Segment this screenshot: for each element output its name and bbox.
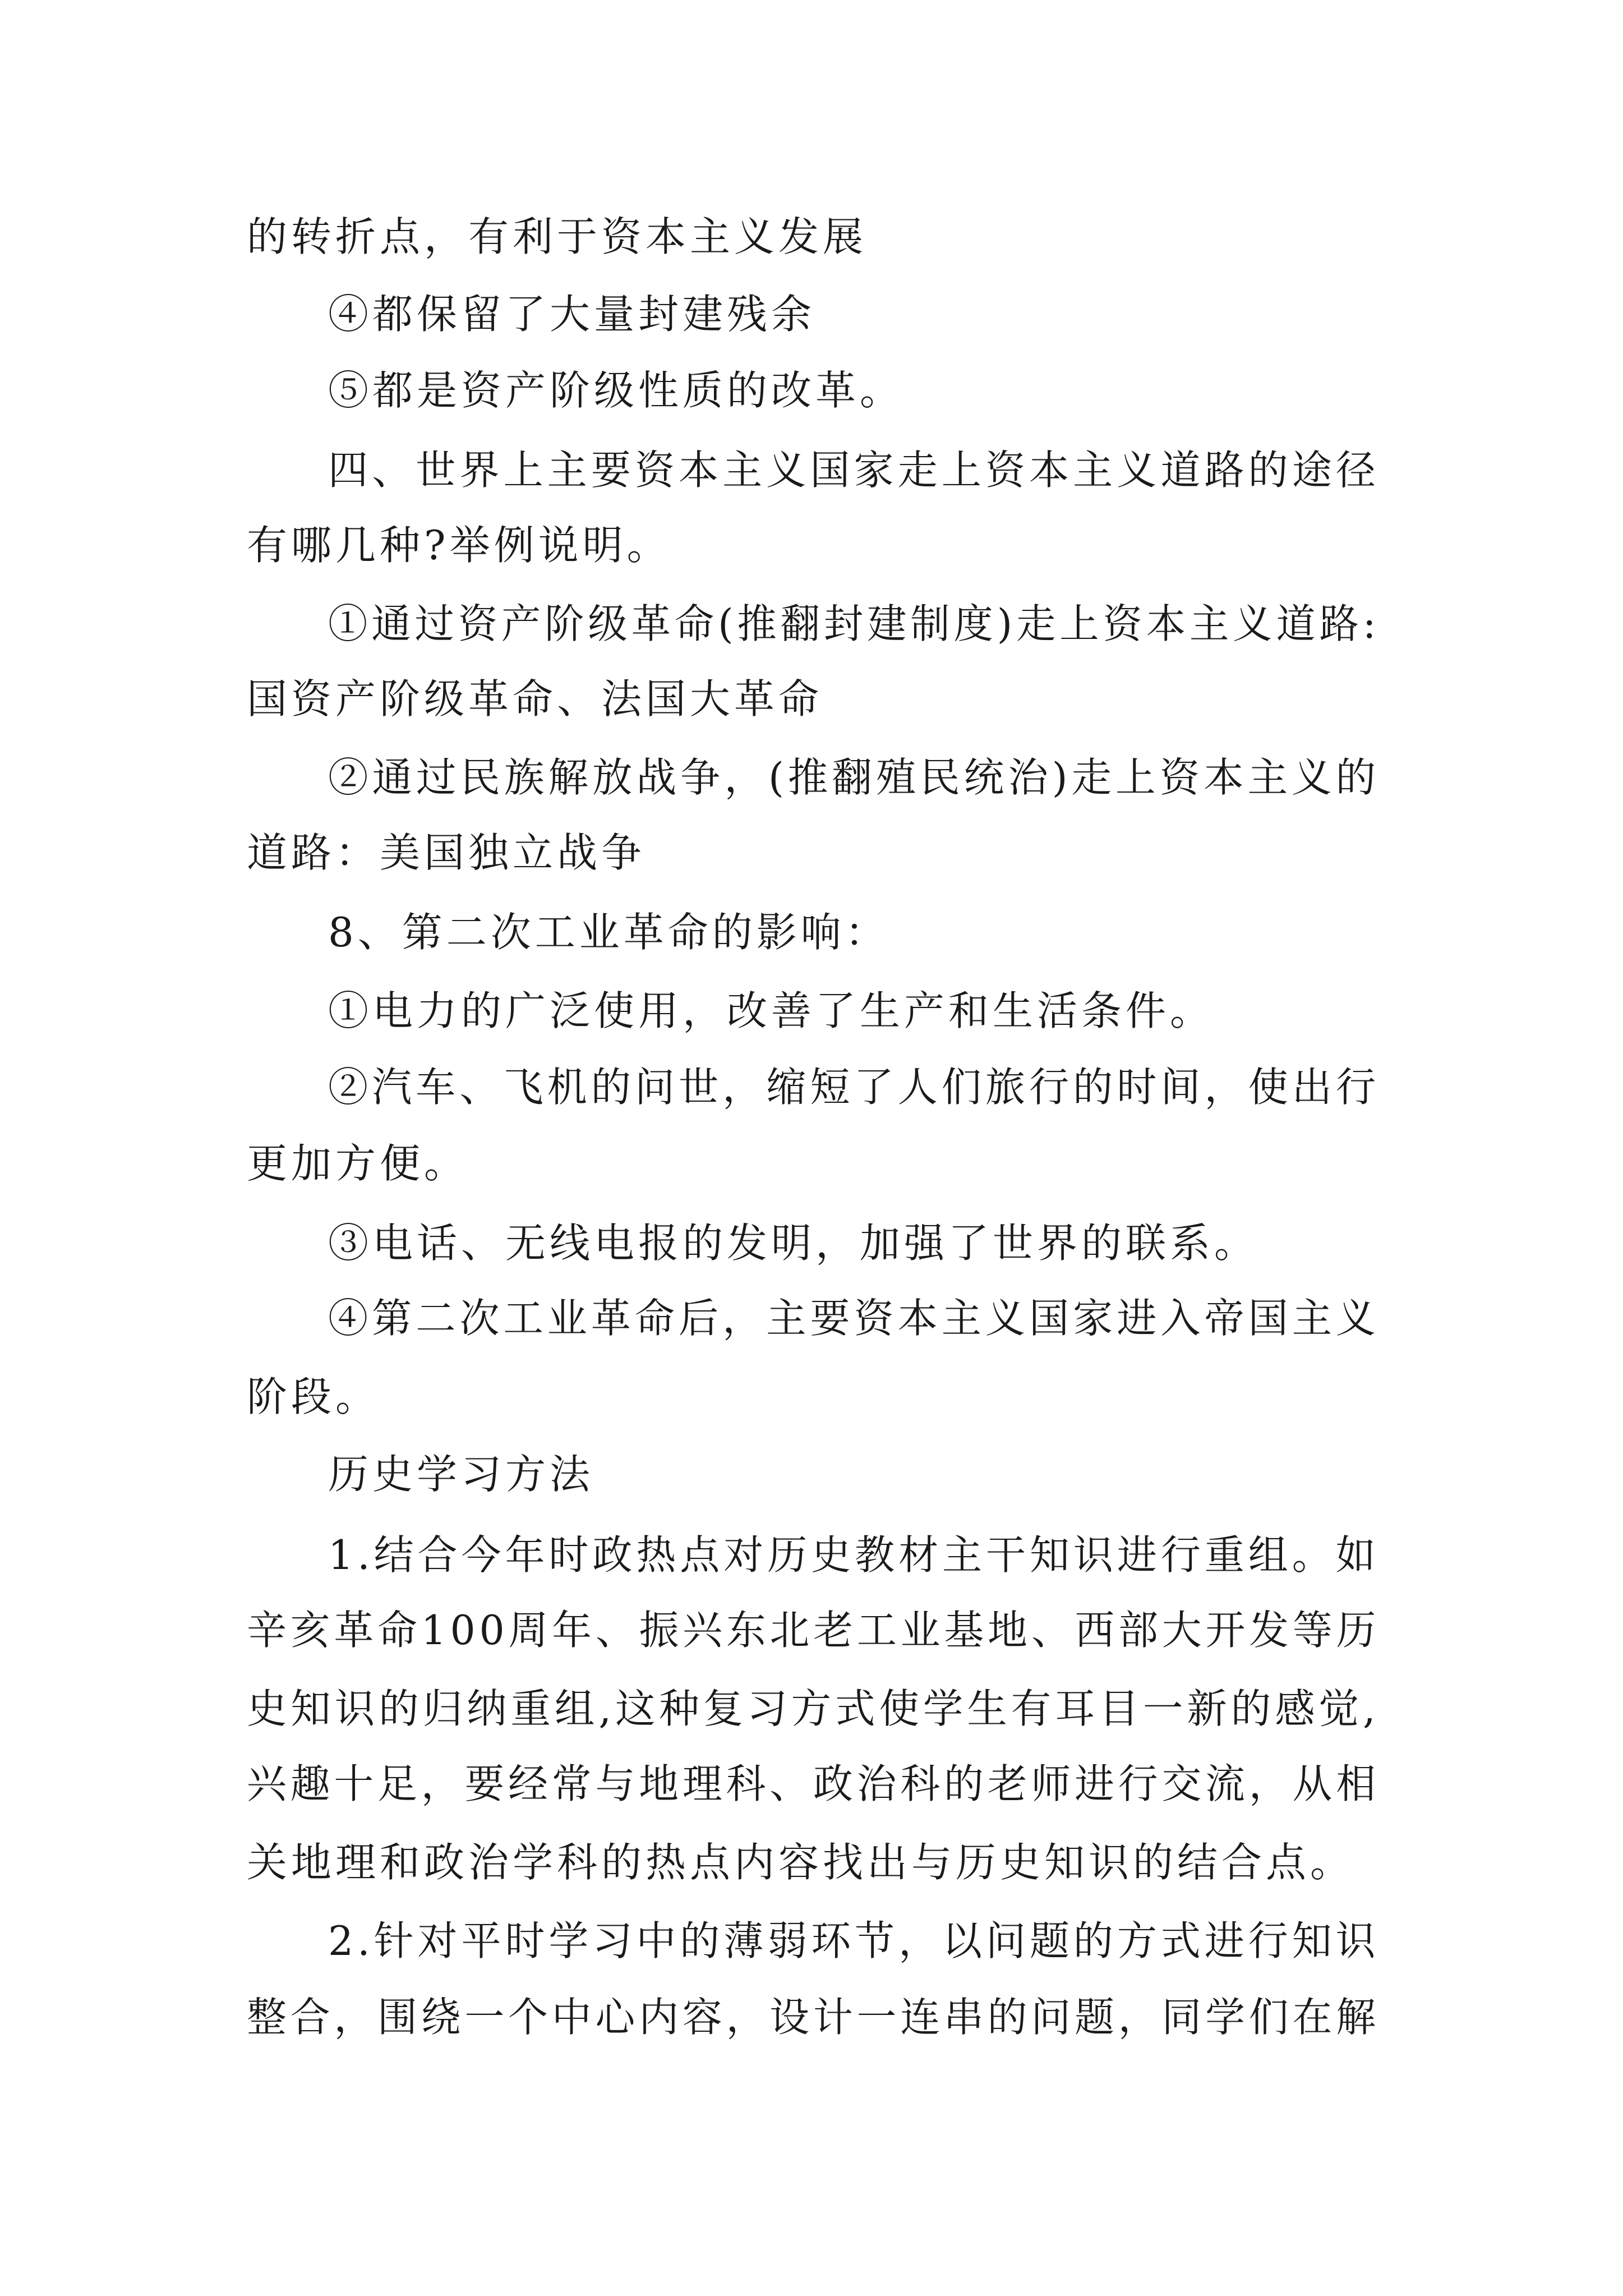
text-line: 道路：美国独立战争 bbox=[247, 829, 646, 876]
section-heading-line: 8、第二次工业革命的影响： bbox=[328, 909, 889, 956]
text-line: ②汽车、飞机的问世，缩短了人们旅行的时间，使出行 bbox=[328, 1064, 1380, 1111]
text-line: 阶段。 bbox=[247, 1373, 380, 1420]
text-line: ②通过民族解放战争，(推翻殖民统治)走上资本主义的 bbox=[328, 754, 1380, 801]
text-line: 国资产阶级革命、法国大革命 bbox=[247, 675, 823, 723]
text-line: ⑤都是资产阶级性质的改革。 bbox=[328, 367, 905, 414]
text-line: ④都保留了大量封建残余 bbox=[328, 291, 816, 338]
section-heading-line: 四、世界上主要资本主义国家走上资本主义道路的途径 bbox=[328, 447, 1380, 494]
text-line: ③电话、无线电报的发明，加强了世界的联系。 bbox=[328, 1220, 1259, 1267]
text-line: 辛亥革命100周年、振兴东北老工业基地、西部大开发等历 bbox=[247, 1607, 1380, 1654]
text-line: 整合，围绕一个中心内容，设计一连串的问题，同学们在解 bbox=[247, 1994, 1380, 2041]
text-line: 有哪几种?举例说明。 bbox=[247, 522, 671, 569]
text-line: 兴趣十足，要经常与地理科、政治科的老师进行交流，从相 bbox=[247, 1760, 1380, 1807]
text-line: ①电力的广泛使用，改善了生产和生活条件。 bbox=[328, 987, 1215, 1034]
text-line: 2.针对平时学习中的薄弱环节，以问题的方式进行知识 bbox=[328, 1917, 1380, 1964]
text-line: ①通过资产阶级革命(推翻封建制度)走上资本主义道路: bbox=[328, 600, 1380, 647]
text-line: 关地理和政治学科的热点内容找出与历史知识的结合点。 bbox=[247, 1839, 1355, 1886]
text-line: 史知识的归纳重组,这种复习方式使学生有耳目一新的感觉, bbox=[247, 1685, 1380, 1732]
section-heading-line: 历史学习方法 bbox=[328, 1451, 594, 1498]
text-line: ④第二次工业革命后，主要资本主义国家进入帝国主义 bbox=[328, 1295, 1380, 1342]
text-line: 1.结合今年时政热点对历史教材主干知识进行重组。如 bbox=[328, 1531, 1380, 1579]
text-line: 的转折点，有利于资本主义发展 bbox=[247, 213, 868, 260]
text-line: 更加方便。 bbox=[247, 1140, 469, 1187]
